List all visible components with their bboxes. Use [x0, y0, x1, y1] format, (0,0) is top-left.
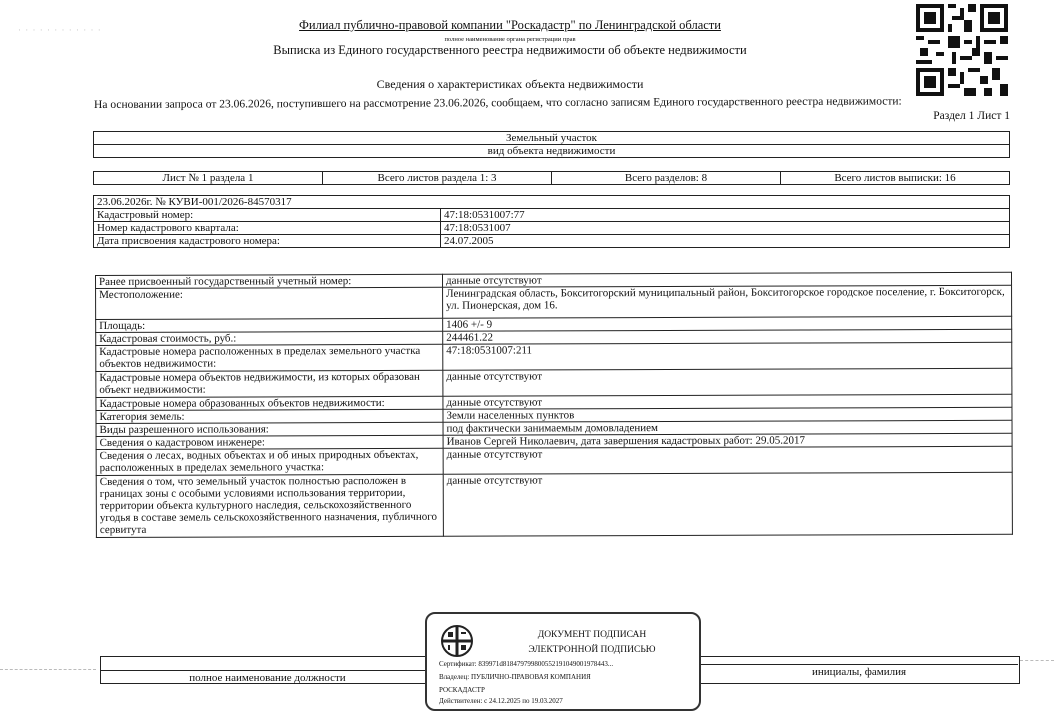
object-type-table [93, 131, 1010, 158]
registry-office-name: Филиал публично-правовой компании "Роскадастр" по Ленинградской области [299, 18, 721, 32]
row-label: Сведения о кадастровом инженере: [96, 435, 443, 449]
divider [1020, 660, 1054, 661]
position-caption: полное наименование должности [100, 670, 435, 684]
sheet-info-table [93, 171, 1010, 185]
emblem-icon [440, 624, 474, 658]
row-label: Кадастровые номера образованных объектов недвижимости: [96, 396, 443, 410]
land-category: Земли населенных пунктов [443, 407, 1012, 422]
stamp-validity: Действителен: с 24.12.2025 по 19.03.2027 [439, 697, 563, 705]
row-value: данные отсутствуют [443, 472, 1012, 536]
row-label: Кадастровые номера объектов недвижимости, из которых образован объект недвижимости: [96, 370, 443, 397]
stamp-owner-name: РОСКАДАСТР [439, 686, 485, 694]
table-row [94, 209, 1010, 222]
row-label: Кадастровая стоимость, руб.: [96, 331, 443, 345]
row-label: Площадь: [96, 318, 443, 332]
table-row [96, 472, 1012, 537]
area-value: 1406 +/- 9 [443, 316, 1012, 331]
row-label: Ранее присвоенный государственный учетный номер: [96, 274, 443, 288]
row-label: Виды разрешенного использования: [96, 422, 443, 436]
registry-office-caption: полное наименование органа регистрации прав [444, 36, 576, 43]
stamp-certificate: Сертификат: 839971d818479799800552191049001978443... [439, 660, 614, 668]
name-caption: инициалы, фамилия [700, 664, 1018, 678]
assignment-date: 24.07.2005 [441, 235, 1010, 248]
qr-code-icon [916, 4, 1008, 96]
table-row [96, 368, 1012, 397]
stamp-line-electronic: ЭЛЕКТРОННОЙ ПОДПИСЬЮ [528, 645, 656, 655]
row-value: 47:18:0531007:211 [443, 342, 1012, 370]
stamp-owner: Владелец: ПУБЛИЧНО-ПРАВОВАЯ КОМПАНИЯ [439, 673, 591, 681]
row-label: Категория земель: [96, 409, 443, 423]
row-value: данные отсутствуют [443, 368, 1012, 396]
statement-reference: 23.06.2026г. № КУВИ-001/2026-84570317 [94, 196, 1010, 209]
cadastral-number: 47:18:0531007:77 [441, 209, 1010, 222]
table-row [96, 446, 1012, 475]
stamp-line-signed: ДОКУМЕНТ ПОДПИСАН [537, 630, 647, 640]
sheet-number: Лист № 1 раздела 1 [94, 172, 323, 185]
row-label: Местоположение: [96, 287, 443, 319]
document-title: Выписка из Единого государственного реестра недвижимости об объекте недвижимости [273, 43, 747, 57]
request-basis-text: На основании запроса от 23.06.2026, поступившего на рассмотрение 23.06.2026, сообщаем, что согласно записям Единого государственного реестра недвижимости: [94, 95, 902, 111]
row-value: данные отсутствуют [443, 446, 1012, 474]
table-row [94, 235, 1010, 248]
row-label: Сведения о лесах, водных объектах и об иных природных объектах, расположенных в пределах земельного участка: [96, 448, 443, 475]
row-label: Дата присвоения кадастрового номера: [94, 235, 441, 248]
row-value: данные отсутствуют [442, 272, 1011, 287]
location-value: Ленинградская область, Бокситогорский муниципальный район, Бокситогорское городское поселение, г. Бокситогорск, ул. Пионерская, дом 16. [443, 285, 1012, 318]
cadastral-value: 244461.22 [443, 329, 1012, 344]
row-label: Кадастровый номер: [94, 209, 441, 222]
sections-total: Всего разделов: 8 [552, 172, 781, 185]
object-type-value: Земельный участок [94, 132, 1010, 145]
scan-artifact-text: · · · · · · · · · · · · [18, 25, 102, 35]
row-value: данные отсутствуют [443, 394, 1012, 409]
section-sheet-label: Раздел 1 Лист 1 [933, 110, 1010, 122]
cadastral-engineer: Иванов Сергей Николаевич, дата завершения кадастровых работ: 29.05.2017 [443, 433, 1012, 448]
electronic-signature-stamp [425, 612, 701, 711]
cadastral-quarter: 47:18:0531007 [441, 222, 1010, 235]
permitted-use: под фактически занимаемым домовладением [443, 420, 1012, 435]
table-row [94, 222, 1010, 235]
divider [0, 669, 96, 670]
object-type-caption: вид объекта недвижимости [94, 145, 1010, 158]
row-label: Номер кадастрового квартала: [94, 222, 441, 235]
row-label: Сведения о том, что земельный участок полностью расположен в границах зоны с особыми условиями использования территории, территории объекта культурного наследия, сельскохозяйственного угодья в составе земель сельскохозяйственного назначения, публичного сервитута [96, 474, 443, 537]
row-label: Кадастровые номера расположенных в пределах земельного участка объектов недвижимости: [96, 344, 443, 371]
characteristics-table [95, 272, 1013, 538]
sheets-total: Всего листов выписки: 16 [781, 172, 1010, 185]
table-row [96, 285, 1012, 319]
identification-table [93, 195, 1010, 248]
section-subtitle: Сведения о характеристиках объекта недвижимости [376, 77, 644, 91]
sheets-in-section: Всего листов раздела 1: 3 [323, 172, 552, 185]
table-row [96, 342, 1012, 371]
